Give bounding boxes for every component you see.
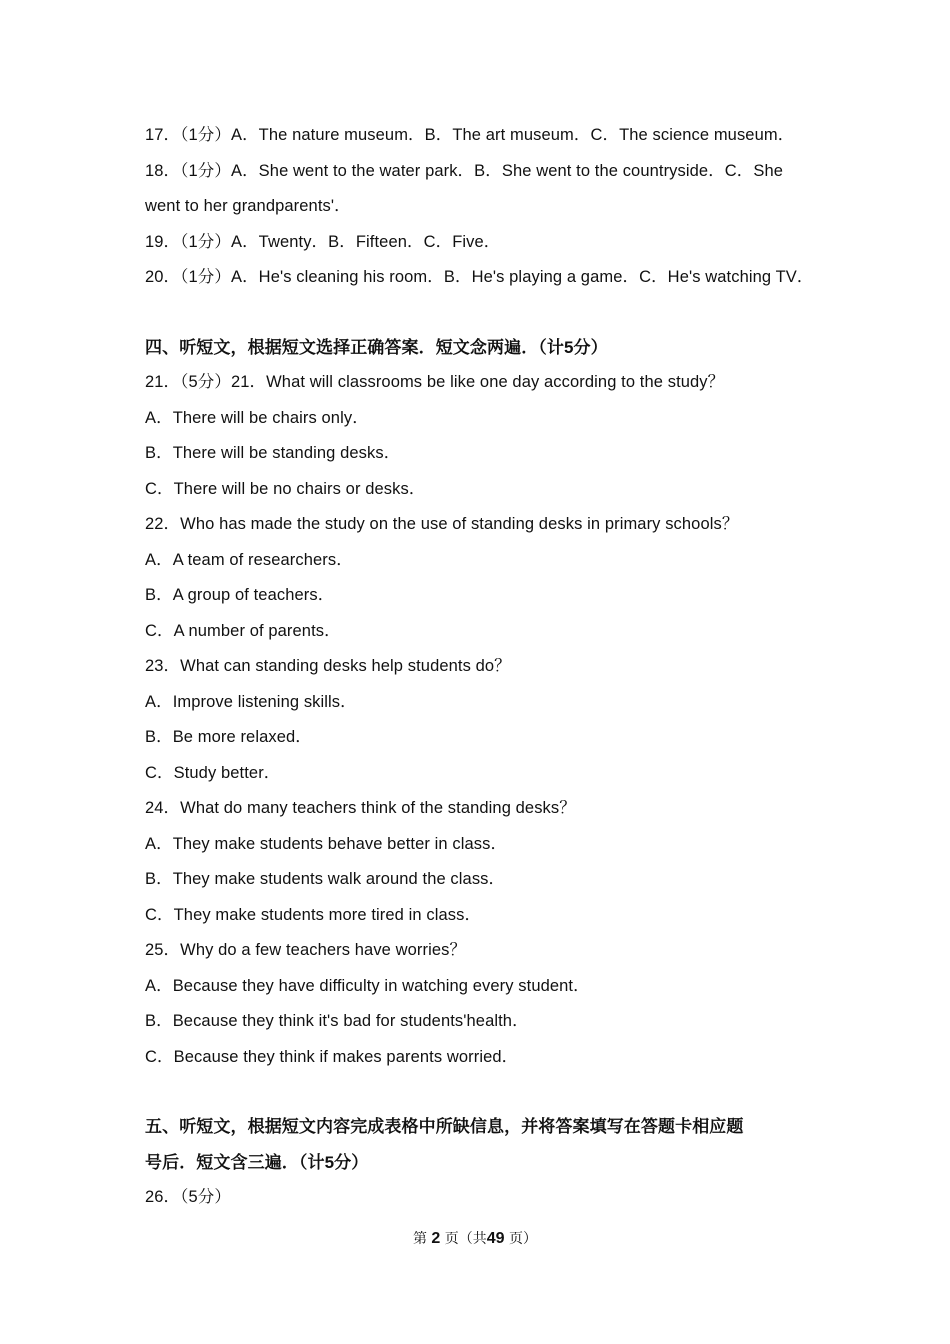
q21-line: 21．（5分）21．What will classrooms be like one day according to the study？: [145, 373, 725, 391]
section-5-heading-line-1: 五、听短文，根据短文内容完成表格中所缺信息，并将答案填写在答题卡相应题: [145, 1117, 744, 1136]
q26-line: 26．（5分）: [145, 1188, 231, 1206]
q18-line: 18．（1分）A．She went to the water park．B．She went to the countryside．C．She: [145, 161, 784, 180]
footer-prefix: 第: [412, 1231, 427, 1247]
q18-line-cont: went to her grandparents'．: [145, 197, 351, 215]
q22-option-c: C．A number of parents．: [145, 621, 341, 640]
q24-option-c: C．They make students more tired in class．: [145, 905, 482, 924]
q17-line: 17．（1分）A．The nature museum．B．The art museum．C．The science museum．: [145, 126, 795, 144]
page-footer: [0, 1228, 950, 1248]
section-4-heading: 四、听短文，根据短文选择正确答案．短文念两遍．（计5分）: [145, 337, 608, 357]
page-content: [145, 118, 815, 1216]
spacer: [145, 296, 815, 330]
footer-page-number: 2: [431, 1230, 441, 1247]
q23-line: 23．What can standing desks help students do？: [145, 657, 511, 675]
q21-option-a: A．There will be chairs only．: [145, 408, 369, 427]
q24-line: 24．What do many teachers think of the standing desks？: [145, 799, 576, 817]
footer-total-pages: 49: [486, 1230, 505, 1247]
section-5-heading-line-2: 号后．短文含三遍．（计5分）: [145, 1152, 369, 1172]
footer-suffix: 页）: [509, 1231, 538, 1247]
q23-option-c: C．Study better．: [145, 763, 281, 782]
footer-middle: 页（共: [444, 1231, 487, 1247]
q25-option-c: C．Because they think if makes parents worried．: [145, 1047, 519, 1066]
q25-option-b: B．Because they think it's bad for students'health．: [145, 1012, 529, 1030]
q23-option-a: A．Improve listening skills．: [145, 692, 357, 711]
q22-line: 22．Who has made the study on the use of standing desks in primary schools？: [145, 515, 739, 533]
q22-option-b: B．A group of teachers．: [145, 586, 335, 604]
q25-option-a: A．Because they have difficulty in watching every student．: [145, 976, 590, 995]
q24-option-a: A．They make students behave better in class．: [145, 834, 508, 853]
q19-line: 19．（1分）A．Twenty．B．Fifteen．C．Five．: [145, 232, 501, 251]
q20-line: 20．（1分）A．He's cleaning his room．B．He's playing a game．C．He's watching TV．: [145, 268, 814, 286]
q23-option-b: B．Be more relaxed．: [145, 728, 312, 746]
q21-option-b: B．There will be standing desks．: [145, 444, 401, 462]
q25-line: 25．Why do a few teachers have worries？: [145, 941, 467, 959]
spacer: [145, 1075, 815, 1109]
q21-option-c: C．There will be no chairs or desks．: [145, 479, 426, 498]
q24-option-b: B．They make students walk around the class．: [145, 870, 506, 888]
q22-option-a: A．A team of researchers．: [145, 550, 353, 569]
